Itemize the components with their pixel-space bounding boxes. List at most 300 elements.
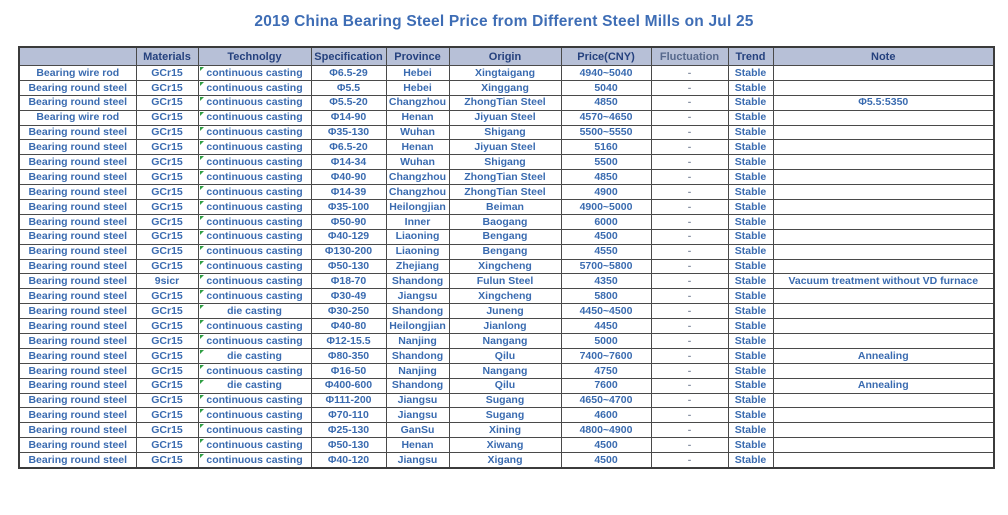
cell-note xyxy=(773,214,994,229)
cell-product: Bearing round steel xyxy=(19,244,136,259)
table-row xyxy=(19,66,994,81)
cell-technology-label: die casting xyxy=(227,304,282,317)
cell-price: 4500 xyxy=(561,229,651,244)
cell-price: 4750 xyxy=(561,363,651,378)
cell-price: 5700~5800 xyxy=(561,259,651,274)
cell-technology xyxy=(198,80,311,95)
green-triangle-icon xyxy=(200,127,204,131)
cell-specification: Φ50-130 xyxy=(311,438,386,453)
cell-province: Nanjing xyxy=(386,363,449,378)
cell-price: 4500 xyxy=(561,438,651,453)
cell-technology-label: continuous casting xyxy=(206,126,303,139)
cell-specification: Φ130-200 xyxy=(311,244,386,259)
cell-province: Shandong xyxy=(386,304,449,319)
cell-price: 4600 xyxy=(561,408,651,423)
cell-product: Bearing wire rod xyxy=(19,66,136,81)
cell-technology-label: continuous casting xyxy=(206,230,303,243)
cell-technology-label: continuous casting xyxy=(206,453,303,466)
cell-trend: Stable xyxy=(728,453,773,468)
cell-fluctuation: - xyxy=(651,214,728,229)
table-row xyxy=(19,229,994,244)
table-row xyxy=(19,453,994,468)
table-row xyxy=(19,80,994,95)
cell-specification: Φ40-80 xyxy=(311,319,386,334)
cell-material: GCr15 xyxy=(136,125,198,140)
cell-province: Jiangsu xyxy=(386,393,449,408)
cell-fluctuation: - xyxy=(651,170,728,185)
cell-origin: Qilu xyxy=(449,348,561,363)
cell-price: 4550 xyxy=(561,244,651,259)
cell-origin: Beiman xyxy=(449,200,561,215)
cell-fluctuation: - xyxy=(651,438,728,453)
cell-price: 4450~4500 xyxy=(561,304,651,319)
cell-product: Bearing round steel xyxy=(19,378,136,393)
cell-specification: Φ111-200 xyxy=(311,393,386,408)
cell-trend: Stable xyxy=(728,229,773,244)
green-triangle-icon xyxy=(200,201,204,205)
cell-province: Nanjing xyxy=(386,334,449,349)
cell-technology xyxy=(198,244,311,259)
table-row xyxy=(19,348,994,363)
cell-specification: Φ12-15.5 xyxy=(311,334,386,349)
cell-trend: Stable xyxy=(728,200,773,215)
cell-trend: Stable xyxy=(728,125,773,140)
cell-fluctuation: - xyxy=(651,140,728,155)
cell-technology xyxy=(198,155,311,170)
cell-fluctuation: - xyxy=(651,378,728,393)
cell-note xyxy=(773,334,994,349)
cell-technology-label: continuous casting xyxy=(206,260,303,273)
cell-province: Shandong xyxy=(386,348,449,363)
cell-specification: Φ35-130 xyxy=(311,125,386,140)
cell-origin: Shigang xyxy=(449,125,561,140)
cell-province: Wuhan xyxy=(386,125,449,140)
green-triangle-icon xyxy=(200,246,204,250)
price-table xyxy=(18,46,995,469)
cell-product: Bearing round steel xyxy=(19,170,136,185)
cell-trend: Stable xyxy=(728,259,773,274)
cell-origin: Xining xyxy=(449,423,561,438)
cell-technology xyxy=(198,140,311,155)
cell-note xyxy=(773,304,994,319)
cell-product: Bearing round steel xyxy=(19,423,136,438)
cell-fluctuation: - xyxy=(651,348,728,363)
table-body xyxy=(19,66,994,469)
cell-trend: Stable xyxy=(728,110,773,125)
cell-specification: Φ40-129 xyxy=(311,229,386,244)
cell-material: GCr15 xyxy=(136,348,198,363)
cell-price: 4850 xyxy=(561,95,651,110)
cell-technology xyxy=(198,229,311,244)
green-triangle-icon xyxy=(200,290,204,294)
green-triangle-icon xyxy=(200,186,204,190)
column-header-fluctuation: Fluctuation xyxy=(651,47,728,66)
table-row xyxy=(19,378,994,393)
table-row xyxy=(19,393,994,408)
cell-technology xyxy=(198,125,311,140)
cell-trend: Stable xyxy=(728,378,773,393)
cell-origin: Juneng xyxy=(449,304,561,319)
cell-note xyxy=(773,140,994,155)
cell-origin: Nangang xyxy=(449,363,561,378)
green-triangle-icon xyxy=(200,380,204,384)
table-row xyxy=(19,274,994,289)
green-triangle-icon xyxy=(200,67,204,71)
cell-origin: Fulun Steel xyxy=(449,274,561,289)
cell-material: GCr15 xyxy=(136,304,198,319)
cell-price: 4800~4900 xyxy=(561,423,651,438)
cell-province: Henan xyxy=(386,438,449,453)
cell-material: GCr15 xyxy=(136,229,198,244)
cell-technology-label: continuous casting xyxy=(206,319,303,332)
cell-origin: Xiwang xyxy=(449,438,561,453)
cell-note xyxy=(773,289,994,304)
cell-technology-label: continuous casting xyxy=(206,275,303,288)
cell-specification: Φ400-600 xyxy=(311,378,386,393)
cell-trend: Stable xyxy=(728,80,773,95)
cell-province: Liaoning xyxy=(386,229,449,244)
cell-trend: Stable xyxy=(728,393,773,408)
cell-technology-label: continuous casting xyxy=(206,200,303,213)
cell-fluctuation: - xyxy=(651,304,728,319)
cell-technology-label: continuous casting xyxy=(206,438,303,451)
cell-price: 4650~4700 xyxy=(561,393,651,408)
cell-technology-label: continuous casting xyxy=(206,290,303,303)
cell-material: GCr15 xyxy=(136,408,198,423)
cell-province: Jiangsu xyxy=(386,453,449,468)
green-triangle-icon xyxy=(200,97,204,101)
cell-trend: Stable xyxy=(728,274,773,289)
cell-technology-label: continuous casting xyxy=(206,81,303,94)
cell-product: Bearing round steel xyxy=(19,348,136,363)
cell-technology-label: continuous casting xyxy=(206,111,303,124)
cell-technology-label: continuous casting xyxy=(206,96,303,109)
cell-province: Wuhan xyxy=(386,155,449,170)
cell-specification: Φ25-130 xyxy=(311,423,386,438)
cell-origin: Xingcheng xyxy=(449,289,561,304)
cell-fluctuation: - xyxy=(651,200,728,215)
cell-product: Bearing round steel xyxy=(19,259,136,274)
cell-technology xyxy=(198,95,311,110)
cell-origin: Baogang xyxy=(449,214,561,229)
cell-technology xyxy=(198,274,311,289)
cell-technology xyxy=(198,334,311,349)
table-row xyxy=(19,259,994,274)
cell-province: Hebei xyxy=(386,66,449,81)
cell-material: GCr15 xyxy=(136,393,198,408)
cell-note xyxy=(773,423,994,438)
cell-material: GCr15 xyxy=(136,289,198,304)
green-triangle-icon xyxy=(200,305,204,309)
cell-technology xyxy=(198,170,311,185)
cell-technology-label: continuous casting xyxy=(206,334,303,347)
table-row xyxy=(19,110,994,125)
cell-trend: Stable xyxy=(728,95,773,110)
cell-fluctuation: - xyxy=(651,155,728,170)
cell-product: Bearing round steel xyxy=(19,363,136,378)
cell-product: Bearing round steel xyxy=(19,334,136,349)
page-title: 2019 China Bearing Steel Price from Different Steel Mills on Jul 25 xyxy=(254,13,754,30)
cell-specification: Φ40-90 xyxy=(311,170,386,185)
cell-technology-label: continuous casting xyxy=(206,424,303,437)
cell-material: GCr15 xyxy=(136,185,198,200)
cell-origin: Xingtaigang xyxy=(449,66,561,81)
cell-product: Bearing round steel xyxy=(19,185,136,200)
green-triangle-icon xyxy=(200,454,204,458)
cell-trend: Stable xyxy=(728,289,773,304)
cell-note xyxy=(773,319,994,334)
cell-origin: Jianlong xyxy=(449,319,561,334)
cell-product: Bearing round steel xyxy=(19,155,136,170)
cell-note xyxy=(773,229,994,244)
cell-material: GCr15 xyxy=(136,319,198,334)
cell-specification: Φ6.5-29 xyxy=(311,66,386,81)
table-row xyxy=(19,170,994,185)
table-row xyxy=(19,155,994,170)
cell-province: Changzhou xyxy=(386,170,449,185)
column-header-blank xyxy=(19,47,136,66)
cell-technology-label: die casting xyxy=(227,379,282,392)
cell-note xyxy=(773,393,994,408)
cell-specification: Φ50-130 xyxy=(311,259,386,274)
cell-origin: Jiyuan Steel xyxy=(449,140,561,155)
cell-specification: Φ5.5-20 xyxy=(311,95,386,110)
cell-price: 5500~5550 xyxy=(561,125,651,140)
cell-technology-label: continuous casting xyxy=(206,66,303,79)
cell-fluctuation: - xyxy=(651,80,728,95)
cell-price: 4940~5040 xyxy=(561,66,651,81)
cell-specification: Φ14-39 xyxy=(311,185,386,200)
cell-material: GCr15 xyxy=(136,140,198,155)
column-header-trend: Trend xyxy=(728,47,773,66)
cell-product: Bearing round steel xyxy=(19,80,136,95)
cell-origin: Xingcheng xyxy=(449,259,561,274)
cell-note: Annealing xyxy=(773,378,994,393)
cell-specification: Φ40-120 xyxy=(311,453,386,468)
cell-specification: Φ70-110 xyxy=(311,408,386,423)
cell-trend: Stable xyxy=(728,140,773,155)
cell-price: 5000 xyxy=(561,334,651,349)
cell-province: Shandong xyxy=(386,378,449,393)
cell-product: Bearing round steel xyxy=(19,274,136,289)
cell-province: Changzhou xyxy=(386,185,449,200)
table-row xyxy=(19,140,994,155)
cell-material: GCr15 xyxy=(136,378,198,393)
cell-province: Zhejiang xyxy=(386,259,449,274)
green-triangle-icon xyxy=(200,335,204,339)
cell-fluctuation: - xyxy=(651,289,728,304)
table-row xyxy=(19,185,994,200)
cell-fluctuation: - xyxy=(651,453,728,468)
column-header-province: Province xyxy=(386,47,449,66)
cell-technology-label: continuous casting xyxy=(206,409,303,422)
green-triangle-icon xyxy=(200,141,204,145)
cell-trend: Stable xyxy=(728,408,773,423)
cell-fluctuation: - xyxy=(651,229,728,244)
green-triangle-icon xyxy=(200,171,204,175)
cell-note xyxy=(773,438,994,453)
cell-technology-label: continuous casting xyxy=(206,156,303,169)
table-row xyxy=(19,438,994,453)
cell-province: Henan xyxy=(386,110,449,125)
green-triangle-icon xyxy=(200,231,204,235)
cell-province: Hebei xyxy=(386,80,449,95)
cell-specification: Φ50-90 xyxy=(311,214,386,229)
cell-fluctuation: - xyxy=(651,408,728,423)
cell-specification: Φ80-350 xyxy=(311,348,386,363)
cell-technology-label: continuous casting xyxy=(206,215,303,228)
cell-origin: Sugang xyxy=(449,408,561,423)
cell-material: GCr15 xyxy=(136,244,198,259)
cell-province: GanSu xyxy=(386,423,449,438)
cell-product: Bearing round steel xyxy=(19,289,136,304)
cell-price: 4450 xyxy=(561,319,651,334)
green-triangle-icon xyxy=(200,395,204,399)
cell-product: Bearing round steel xyxy=(19,229,136,244)
cell-product: Bearing round steel xyxy=(19,408,136,423)
cell-technology-label: continuous casting xyxy=(206,364,303,377)
cell-product: Bearing round steel xyxy=(19,140,136,155)
cell-technology-label: die casting xyxy=(227,349,282,362)
table-row xyxy=(19,125,994,140)
column-header-materials: Materials xyxy=(136,47,198,66)
cell-specification: Φ5.5 xyxy=(311,80,386,95)
cell-trend: Stable xyxy=(728,438,773,453)
table-row xyxy=(19,408,994,423)
cell-product: Bearing round steel xyxy=(19,319,136,334)
cell-province: Inner xyxy=(386,214,449,229)
table-row xyxy=(19,423,994,438)
cell-technology-label: continuous casting xyxy=(206,141,303,154)
cell-specification: Φ16-50 xyxy=(311,363,386,378)
cell-material: GCr15 xyxy=(136,110,198,125)
cell-technology-label: continuous casting xyxy=(206,170,303,183)
cell-fluctuation: - xyxy=(651,110,728,125)
cell-technology xyxy=(198,259,311,274)
cell-product: Bearing round steel xyxy=(19,393,136,408)
cell-technology xyxy=(198,438,311,453)
cell-trend: Stable xyxy=(728,319,773,334)
cell-technology xyxy=(198,214,311,229)
cell-note xyxy=(773,453,994,468)
cell-technology xyxy=(198,363,311,378)
cell-province: Henan xyxy=(386,140,449,155)
cell-province: Shandong xyxy=(386,274,449,289)
table-row xyxy=(19,200,994,215)
cell-province: Jiangsu xyxy=(386,289,449,304)
cell-price: 6000 xyxy=(561,214,651,229)
cell-origin: Nangang xyxy=(449,334,561,349)
cell-product: Bearing round steel xyxy=(19,95,136,110)
cell-fluctuation: - xyxy=(651,95,728,110)
cell-trend: Stable xyxy=(728,170,773,185)
cell-technology-label: continuous casting xyxy=(206,394,303,407)
cell-material: GCr15 xyxy=(136,200,198,215)
green-triangle-icon xyxy=(200,82,204,86)
cell-material: 9sicr xyxy=(136,274,198,289)
cell-technology xyxy=(198,378,311,393)
cell-note xyxy=(773,185,994,200)
cell-origin: ZhongTian Steel xyxy=(449,95,561,110)
cell-technology xyxy=(198,200,311,215)
cell-fluctuation: - xyxy=(651,274,728,289)
green-triangle-icon xyxy=(200,156,204,160)
cell-product: Bearing round steel xyxy=(19,200,136,215)
cell-material: GCr15 xyxy=(136,155,198,170)
table-row xyxy=(19,214,994,229)
cell-material: GCr15 xyxy=(136,453,198,468)
cell-trend: Stable xyxy=(728,244,773,259)
cell-note xyxy=(773,125,994,140)
green-triangle-icon xyxy=(200,424,204,428)
cell-technology xyxy=(198,423,311,438)
cell-price: 5500 xyxy=(561,155,651,170)
cell-fluctuation: - xyxy=(651,393,728,408)
column-header-price: Price(CNY) xyxy=(561,47,651,66)
table-row xyxy=(19,244,994,259)
cell-price: 4500 xyxy=(561,453,651,468)
cell-technology xyxy=(198,393,311,408)
cell-technology xyxy=(198,304,311,319)
cell-trend: Stable xyxy=(728,66,773,81)
cell-origin: Sugang xyxy=(449,393,561,408)
cell-fluctuation: - xyxy=(651,423,728,438)
cell-material: GCr15 xyxy=(136,66,198,81)
cell-price: 7600 xyxy=(561,378,651,393)
cell-origin: Qilu xyxy=(449,378,561,393)
cell-note xyxy=(773,200,994,215)
cell-product: Bearing round steel xyxy=(19,438,136,453)
cell-origin: Jiyuan Steel xyxy=(449,110,561,125)
cell-trend: Stable xyxy=(728,185,773,200)
cell-specification: Φ30-250 xyxy=(311,304,386,319)
cell-origin: Xigang xyxy=(449,453,561,468)
cell-product: Bearing round steel xyxy=(19,453,136,468)
table-row xyxy=(19,304,994,319)
cell-technology xyxy=(198,408,311,423)
green-triangle-icon xyxy=(200,275,204,279)
cell-trend: Stable xyxy=(728,304,773,319)
cell-origin: Bengang xyxy=(449,244,561,259)
cell-material: GCr15 xyxy=(136,170,198,185)
cell-fluctuation: - xyxy=(651,66,728,81)
cell-origin: Xinggang xyxy=(449,80,561,95)
green-triangle-icon xyxy=(200,112,204,116)
cell-fluctuation: - xyxy=(651,319,728,334)
cell-material: GCr15 xyxy=(136,259,198,274)
cell-product: Bearing round steel xyxy=(19,304,136,319)
green-triangle-icon xyxy=(200,439,204,443)
cell-technology xyxy=(198,289,311,304)
green-triangle-icon xyxy=(200,261,204,265)
cell-origin: Shigang xyxy=(449,155,561,170)
cell-price: 7400~7600 xyxy=(561,348,651,363)
cell-specification: Φ35-100 xyxy=(311,200,386,215)
cell-price: 4900 xyxy=(561,185,651,200)
cell-trend: Stable xyxy=(728,155,773,170)
cell-product: Bearing wire rod xyxy=(19,110,136,125)
cell-technology xyxy=(198,110,311,125)
cell-technology-label: continuous casting xyxy=(206,185,303,198)
cell-trend: Stable xyxy=(728,334,773,349)
cell-fluctuation: - xyxy=(651,185,728,200)
cell-note xyxy=(773,259,994,274)
cell-note xyxy=(773,155,994,170)
cell-fluctuation: - xyxy=(651,259,728,274)
cell-note: Vacuum treatment without VD furnace xyxy=(773,274,994,289)
cell-material: GCr15 xyxy=(136,214,198,229)
cell-origin: ZhongTian Steel xyxy=(449,185,561,200)
